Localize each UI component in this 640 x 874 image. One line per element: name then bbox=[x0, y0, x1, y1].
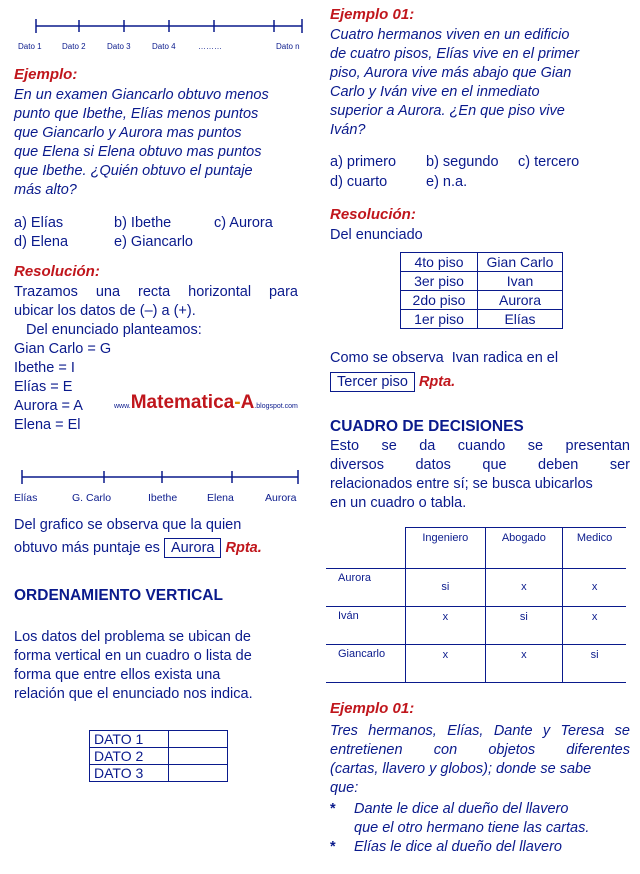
tick-label: Dato 1 bbox=[18, 42, 42, 51]
bullet-list bbox=[330, 800, 630, 857]
tick-label: Elena bbox=[207, 492, 234, 504]
resolution-heading: Resolución: bbox=[14, 263, 100, 280]
observation-text: Como se observa Ivan radica en el bbox=[330, 350, 559, 366]
example-heading: Ejemplo: bbox=[14, 66, 78, 83]
table-row: Ingeniero Abogado Medico bbox=[326, 528, 626, 569]
options-row: d) Elena e) Giancarlo bbox=[14, 234, 193, 250]
tick-label: Dato n bbox=[276, 42, 300, 51]
answer-line bbox=[330, 372, 455, 392]
tick-label: ……… bbox=[198, 42, 222, 51]
tick-label: Dato 4 bbox=[152, 42, 176, 51]
table-row: 4to piso Gian Carlo bbox=[401, 253, 563, 272]
floors-table bbox=[400, 252, 563, 329]
table-row: 1er piso Elías bbox=[401, 310, 563, 329]
answer-box: Tercer piso bbox=[330, 372, 415, 392]
resolution-text: Trazamos una recta horizontal para ubicar los datos de (–) a (+). Del enunciado planteamos: bbox=[14, 284, 298, 338]
options-row: a) primero b) segundo c) tercero bbox=[330, 154, 580, 170]
dato-table bbox=[89, 730, 228, 782]
example-heading: Ejemplo 01: bbox=[330, 700, 415, 717]
table-row: DATO 2 bbox=[90, 748, 228, 765]
variables-list: Gian Carlo = G Ibethe = I Elías = E Aurora = A Elena = El bbox=[14, 341, 112, 433]
answer-box: Aurora bbox=[164, 538, 222, 558]
conclusion-text: Del grafico se observa que la quien obtuvo más puntaje es Aurora Rpta. bbox=[14, 517, 262, 556]
table-row: 2do piso Aurora bbox=[401, 291, 563, 310]
options-row: d) cuarto e) n.a. bbox=[330, 174, 468, 190]
example-text: Tres hermanos, Elías, Dante y Teresa se entretienen con objetos diferentes (cartas, llavero y globos); donde se sabe que: bbox=[330, 723, 630, 796]
tick-label: Dato 2 bbox=[62, 42, 86, 51]
example-heading: Ejemplo 01: bbox=[330, 6, 415, 23]
table-row: DATO 3 bbox=[90, 765, 228, 782]
rpta-label: Rpta. bbox=[225, 540, 262, 556]
list-item: * Elías le dice al dueño del llavero bbox=[330, 839, 562, 855]
example-text: En un examen Giancarlo obtuvo menos punto que Ibethe, Elías menos puntos que Giancarlo y Aurora mas puntos que Elena si Elena obtuvo mas puntos que Ibethe. ¿Quién obtuvo el puntaje más alto? bbox=[14, 87, 269, 198]
ordering-text: Los datos del problema se ubican de forma vertical en un cuadro o lista de forma que entre ellos exista una relación que el enunciado nos indica. bbox=[14, 629, 253, 702]
bullet-icon: * bbox=[330, 801, 336, 817]
resolution-heading: Resolución: bbox=[330, 206, 416, 223]
tick-label: Dato 3 bbox=[107, 42, 131, 51]
table-row: DATO 1 bbox=[90, 731, 228, 748]
tick-label: Elías bbox=[14, 492, 38, 504]
bullet-icon: * bbox=[330, 839, 336, 855]
tick-label: Aurora bbox=[265, 492, 297, 504]
number-line-data bbox=[34, 14, 304, 38]
rpta-label: Rpta. bbox=[418, 374, 456, 390]
options-row: a) Elías b) Ibethe c) Aurora bbox=[14, 215, 273, 231]
example-text: Cuatro hermanos viven en un edificio de cuatro pisos, Elías vive en el primer piso, Aurora vive más abajo que Gian Carlo y Iván vive en el inmediato superior a Aurora. ¿En que piso vive Iván? bbox=[330, 27, 580, 138]
resolution-subtitle: Del enunciado bbox=[330, 227, 423, 243]
list-item: * Dante le dice al dueño del llavero que el otro hermano tiene las cartas. bbox=[330, 801, 590, 836]
table-row: Iván x si x bbox=[326, 606, 626, 644]
site-logo: www.Matematica-A.blogspot.com bbox=[114, 392, 298, 413]
table-row: Giancarlo x x si bbox=[326, 644, 626, 682]
number-line-ranking bbox=[20, 466, 302, 488]
decision-table bbox=[326, 527, 626, 683]
section-title: ORDENAMIENTO VERTICAL bbox=[14, 587, 223, 604]
table-row: 3er piso Ivan bbox=[401, 272, 563, 291]
section-title: CUADRO DE DECISIONES bbox=[330, 418, 524, 435]
table-row: Aurora si x x bbox=[326, 568, 626, 606]
tick-label: Ibethe bbox=[148, 492, 178, 504]
decision-text: Esto se da cuando se presentan diversos datos que deben ser relacionados entre sí; se busca ubicarlos en un cuadro o tabla. bbox=[330, 438, 630, 511]
tick-label: G. Carlo bbox=[72, 492, 112, 504]
